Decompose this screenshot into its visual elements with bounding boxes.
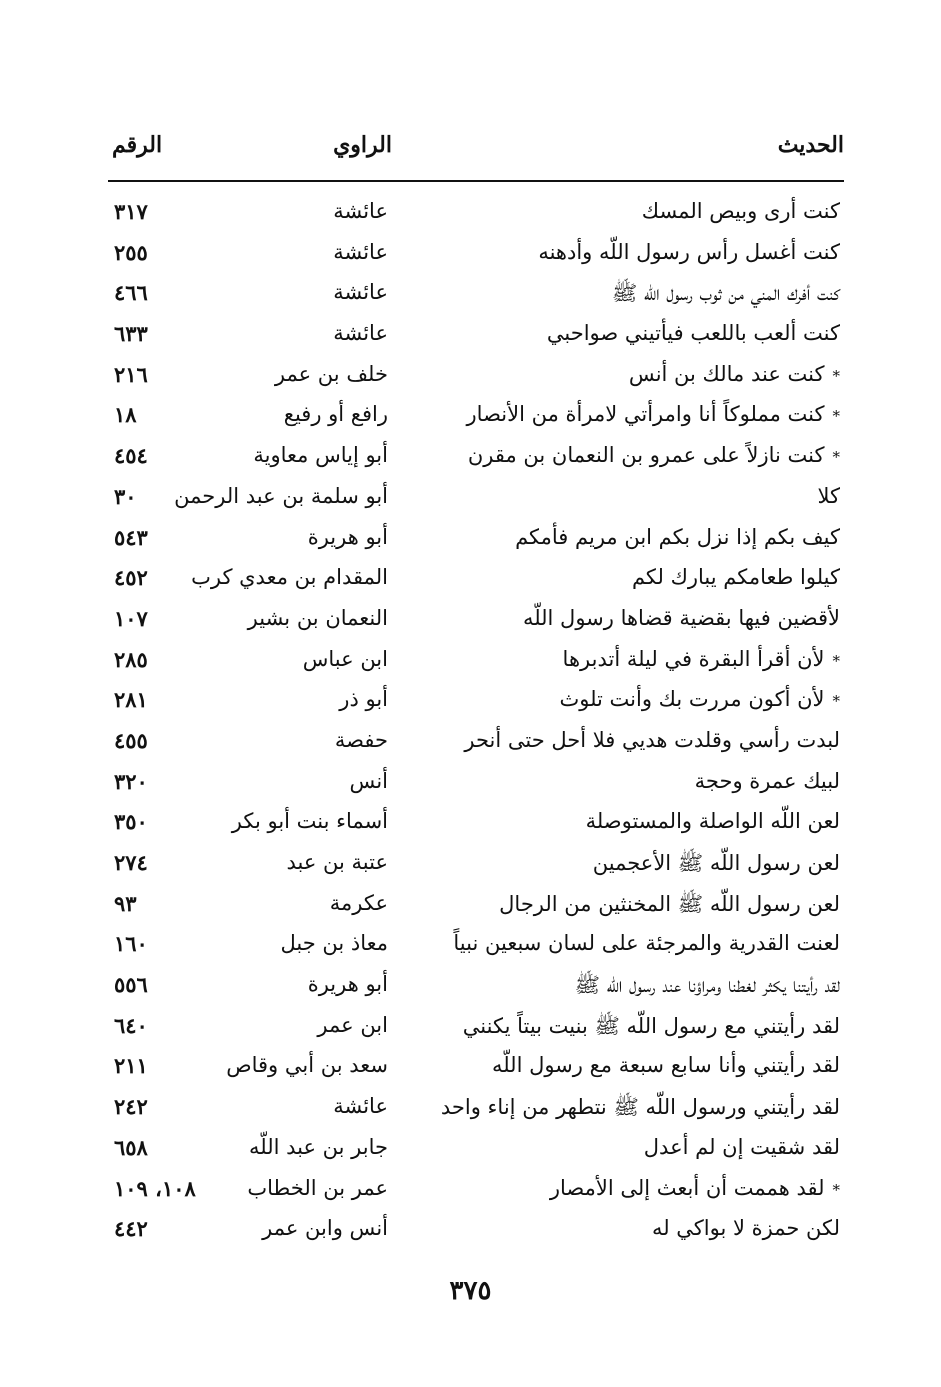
table-row — [100, 314, 844, 355]
hadith-label: لقد رأيتني مع رسول اللّه ﷺ بنيت بيتاً يكنني — [462, 1013, 840, 1038]
hadith-number: ٣١٧ — [114, 199, 148, 224]
table-row — [100, 1128, 844, 1169]
hadith-label: كنت نازلاً على عمرو بن النعمان بن مقرن — [467, 443, 825, 468]
hadith-number: ٢٧٤ — [114, 850, 148, 875]
narrator-name: خلف بن عمر — [274, 361, 388, 386]
narrator-name: أسماء بنت أبو بكر — [231, 809, 388, 834]
narrator-name: عائشة — [333, 239, 388, 264]
hadith-number: ٢٥٥ — [114, 239, 148, 265]
narrator-name: سعد بن أبي وقاص — [226, 1053, 388, 1078]
hadith-label: كنت ألعب باللعب فيأتيني صواحبي — [546, 321, 840, 346]
table-row — [100, 558, 844, 599]
narrator-name: أبو هريرة — [307, 972, 388, 997]
narrator-name: أنس — [349, 768, 388, 793]
hadith-label: كيلوا طعامكم يبارك لكم — [631, 565, 840, 590]
hadith-number: ٢٨١ — [114, 687, 148, 713]
hadith-label: لبدت رأسي وقلدت هديي فلا أحل حتى أنحر — [464, 727, 840, 752]
table-row — [100, 233, 844, 274]
hadith-text — [538, 240, 840, 264]
narrator-name: المقدام بن معدي كرب — [191, 565, 388, 590]
header-hadith: الحديث — [777, 132, 844, 158]
table-row — [100, 273, 844, 314]
hadith-number: ٥٥٦ — [114, 972, 148, 998]
hadith-text — [629, 362, 840, 386]
hadith-label: لقد هممت أن أبعث إلى الأمصار — [549, 1175, 825, 1200]
table-row — [100, 436, 844, 477]
narrator-name: عائشة — [333, 199, 388, 223]
star-marker: * — [832, 651, 840, 670]
hadith-text — [441, 1094, 840, 1125]
hadith-text — [644, 1135, 840, 1159]
hadith-label: لعن اللّه الواصلة والمستوصلة — [585, 809, 840, 834]
narrator-name: عتبة بن عبد — [286, 850, 388, 874]
star-marker: * — [832, 407, 840, 426]
hadith-label: لقد رأيتني وأنا سابع سبعة مع رسول اللّه — [491, 1053, 840, 1078]
hadith-text — [515, 525, 840, 549]
hadith-number: ٤٥٤ — [114, 443, 148, 469]
hadith-label: كنت مملوكاً أنا وامرأتي لامرأة من الأنصار — [466, 402, 825, 427]
table-row — [100, 965, 844, 1006]
hadith-text — [593, 850, 840, 881]
hadith-number: ١٦٠ — [114, 931, 148, 957]
hadith-text — [550, 1176, 840, 1200]
table-row — [100, 192, 844, 233]
hadith-text — [547, 321, 840, 345]
hadith-number: ٤٥٢ — [114, 565, 148, 591]
page-number: ٣٧٥ — [449, 1276, 492, 1306]
header-number: الرقم — [112, 132, 163, 158]
narrator-name: النعمان بن بشير — [247, 605, 388, 630]
hadith-number: ٣٥٠ — [114, 809, 148, 835]
header-narrator: الراوي — [333, 132, 392, 158]
hadith-number: ٦٥٨ — [114, 1134, 148, 1160]
narrator-name: عكرمة — [329, 890, 388, 915]
hadith-number: ٢٤٢ — [114, 1094, 148, 1120]
hadith-number: ٥٤٣ — [114, 524, 148, 550]
narrator-name: معاذ بن جبل — [280, 931, 388, 956]
table-row — [100, 843, 844, 884]
hadith-label: لقد رأيتني ورسول اللّه ﷺ نتطهر من إناء واحد — [440, 1095, 840, 1120]
table-row — [100, 680, 844, 721]
hadith-number: ٢٨٥ — [114, 646, 148, 672]
hadith-number: ٤٦٦ — [114, 280, 148, 306]
hadith-label: كيف بكم إذا نزل بكم ابن مريم فأمكم — [515, 524, 840, 549]
hadith-text — [563, 647, 840, 671]
narrator-name: جابر بن عبد اللّه — [248, 1134, 388, 1159]
hadith-label: لأن أقرأ البقرة في ليلة أتدبرها — [562, 646, 825, 671]
hadith-number: ٣٢٠ — [114, 768, 148, 794]
index-rows — [100, 192, 844, 1250]
hadith-label: لبيك عمرة وحجة — [694, 768, 840, 793]
hadith-text — [652, 1216, 840, 1240]
hadith-label: لعن رسول اللّه ﷺ الأعجمين — [592, 851, 840, 875]
hadith-text — [559, 687, 840, 711]
hadith-label: كنت أرى وبيص المسك — [641, 199, 840, 223]
star-marker: * — [832, 692, 840, 711]
table-row — [100, 1087, 844, 1128]
hadith-label: لعنت القدرية والمرجئة على لسان سبعين نبياً — [453, 931, 840, 956]
table-row — [100, 762, 844, 803]
hadith-text — [492, 1053, 840, 1077]
hadith-text — [463, 1013, 840, 1044]
hadith-text — [586, 809, 840, 833]
table-row — [100, 518, 844, 559]
star-marker: * — [832, 448, 840, 467]
table-header — [100, 128, 844, 168]
table-row — [100, 1046, 844, 1087]
table-row — [100, 477, 844, 518]
narrator-name: حفصة — [334, 727, 388, 752]
table-row — [100, 802, 844, 843]
hadith-text — [642, 199, 840, 223]
hadith-number: ٦٣٣ — [114, 321, 148, 347]
star-marker: * — [832, 1180, 840, 1199]
narrator-name: ابن عمر — [317, 1012, 388, 1037]
hadith-number: ٦٤٠ — [114, 1012, 148, 1038]
hadith-text — [467, 402, 840, 426]
hadith-text — [464, 728, 840, 752]
header-divider — [108, 180, 844, 182]
narrator-name: أبو هريرة — [307, 524, 388, 549]
hadith-number: ٩٣ — [114, 890, 137, 916]
table-row — [100, 1209, 844, 1250]
table-row — [100, 355, 844, 396]
hadith-text — [575, 972, 840, 1003]
hadith-number: ٤٥٥ — [114, 727, 148, 753]
hadith-number: ٢١٦ — [114, 361, 148, 387]
hadith-number: ٢١١ — [114, 1053, 148, 1079]
table-row — [100, 599, 844, 640]
hadith-text — [523, 606, 840, 630]
hadith-text — [468, 443, 840, 467]
narrator-name: أبو سلمة بن عبد الرحمن — [174, 483, 388, 508]
hadith-label: لأن أكون مررت بك وأنت تلوث — [559, 687, 825, 712]
narrator-name: رافع أو رفيع — [283, 402, 388, 427]
hadith-number: ١٠٧ — [114, 605, 148, 631]
hadith-number: ١٠٨، ١٠٩ — [114, 1175, 196, 1201]
hadith-label: لأقضين فيها بقضية قضاها رسول اللّه — [522, 605, 840, 630]
hadith-text — [499, 891, 840, 922]
hadith-number: ٤٤٢ — [114, 1216, 148, 1242]
hadith-text — [695, 769, 840, 793]
hadith-label: كنت أفرك المني من ثوب رسول اللّه ﷺ — [611, 281, 840, 306]
hadith-label: كلا — [817, 483, 840, 508]
hadith-number: ٣٠ — [114, 483, 137, 509]
table-row — [100, 924, 844, 965]
table-row — [100, 640, 844, 681]
hadith-label: لقد رأيتنا يكثر لغطنا ومراؤنا عند رسول اللّه ﷺ — [574, 973, 840, 998]
hadith-label: كنت أغسل رأس رسول اللّه وأدهنه — [538, 239, 840, 264]
hadith-number: ١٨ — [114, 402, 137, 428]
narrator-name: أنس وابن عمر — [262, 1216, 388, 1241]
hadith-label: لقد شقيت إن لم أعدل — [643, 1134, 840, 1159]
hadith-text — [453, 931, 840, 955]
hadith-label: كنت عند مالك بن أنس — [628, 361, 825, 386]
hadith-text — [817, 484, 840, 508]
table-row — [100, 1006, 844, 1047]
hadith-label: لعن رسول اللّه ﷺ المخنثين من الرجال — [499, 891, 840, 916]
table-row — [100, 721, 844, 762]
star-marker: * — [832, 366, 840, 385]
table-row — [100, 1169, 844, 1210]
hadith-text — [632, 565, 840, 589]
hadith-text — [612, 280, 840, 311]
narrator-name: أبو إياس معاوية — [253, 443, 388, 468]
table-row — [100, 884, 844, 925]
hadith-label: لكن حمزة لا بواكي له — [651, 1216, 840, 1241]
narrator-name: عائشة — [333, 1094, 388, 1119]
narrator-name: أبو ذر — [339, 687, 388, 712]
narrator-name: عمر بن الخطاب — [247, 1175, 388, 1200]
narrator-name: عائشة — [333, 280, 388, 305]
narrator-name: ابن عباس — [302, 646, 388, 671]
narrator-name: عائشة — [333, 321, 388, 346]
table-row — [100, 395, 844, 436]
